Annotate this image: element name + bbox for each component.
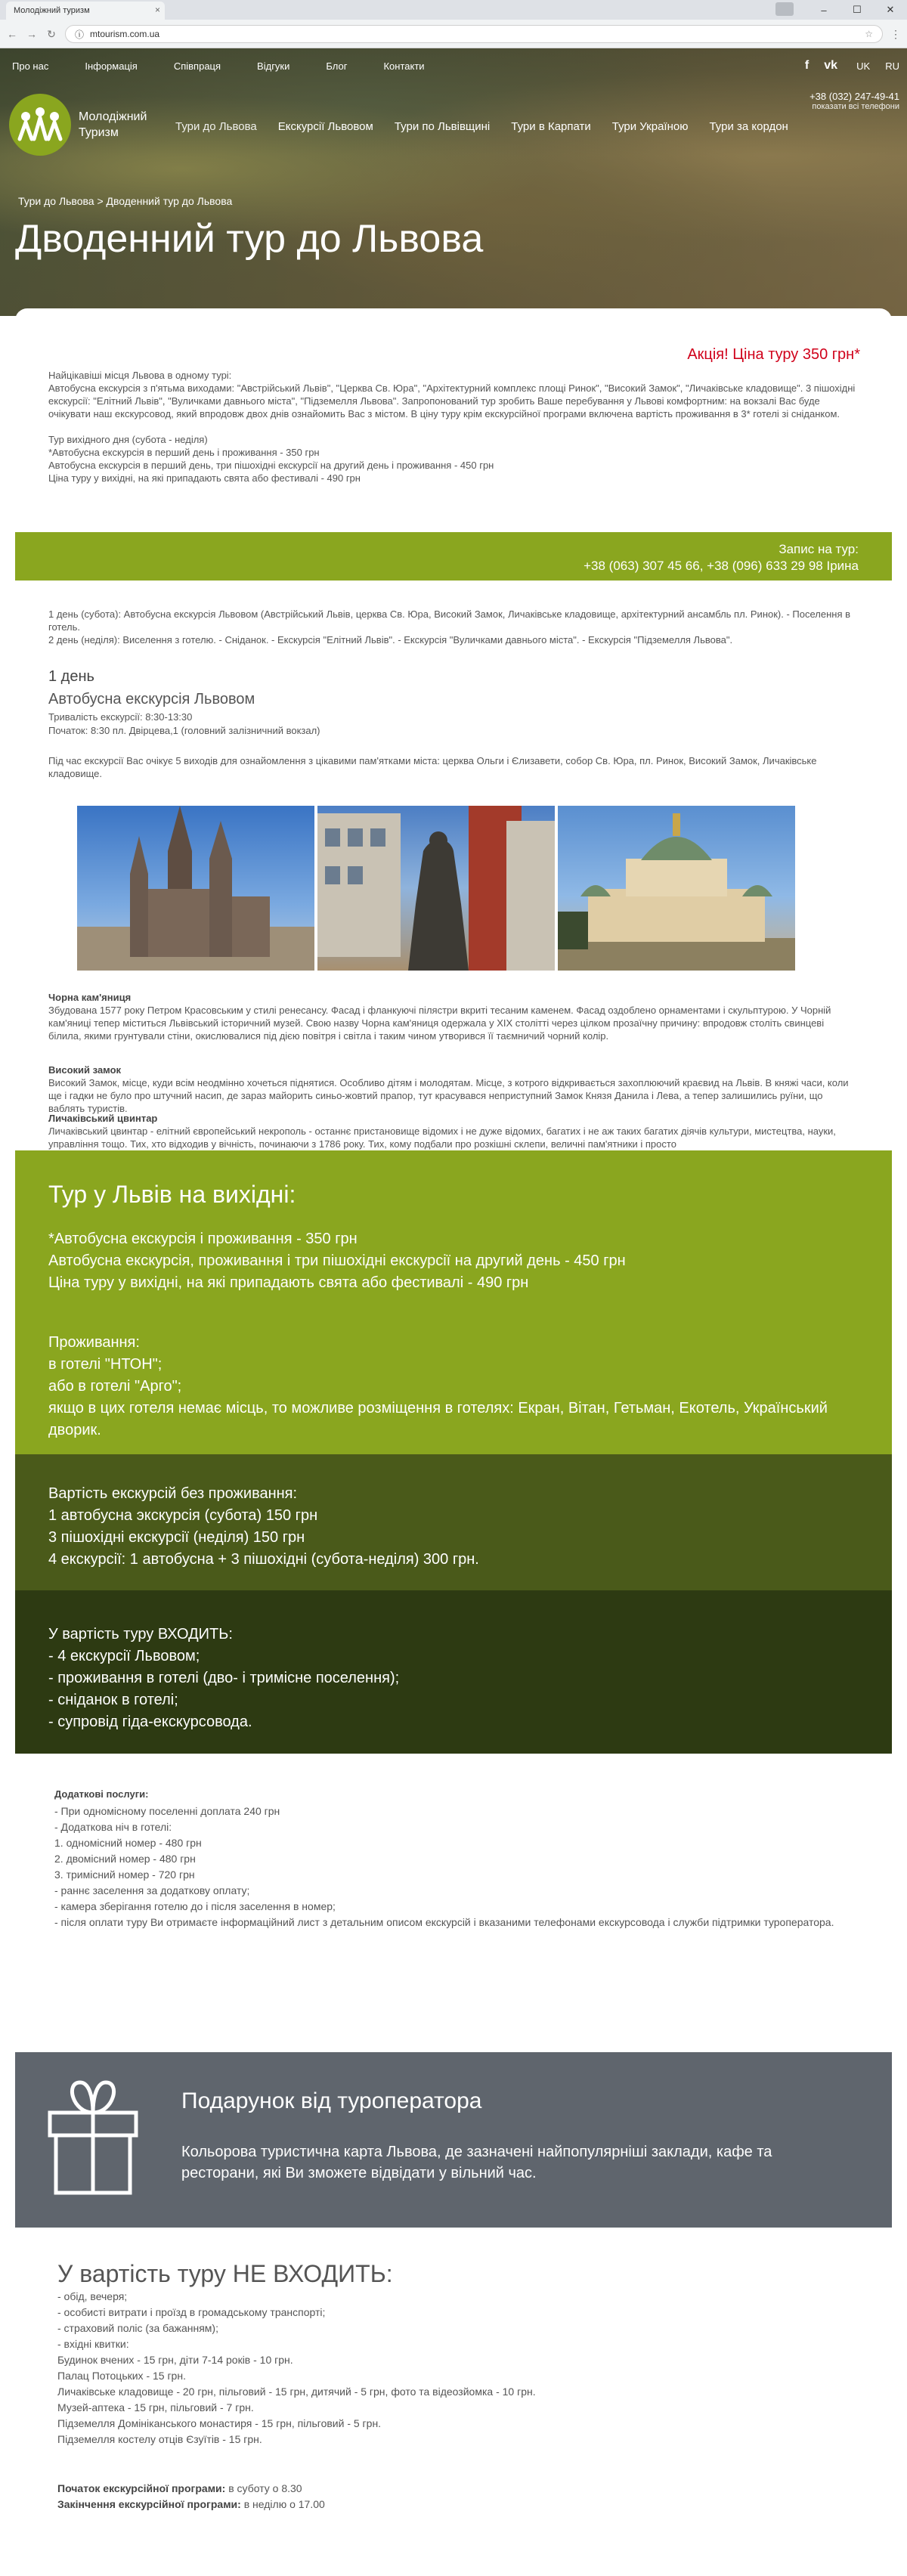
program-times	[57, 2481, 325, 2513]
intro-line: Тур вихідного дня (субота - неділя)	[48, 434, 208, 445]
site-logo[interactable]	[9, 94, 147, 156]
weekend-title: Тур у Львів на вихідні:	[48, 1181, 296, 1208]
top-link-cooperation[interactable]: Співпраця	[173, 60, 221, 72]
lodging-line: або в готелі "Арго";	[48, 1378, 182, 1395]
lodging-line: якщо в цих готеля немає місць, то можливе розміщення в готелях: Екран, Вітан, Гетьман, Екотель, Український дворик.	[48, 1400, 828, 1438]
photo-monument[interactable]	[317, 806, 555, 971]
gift-title: Подарунок від туроператора	[181, 2088, 482, 2113]
intro-text	[48, 369, 857, 485]
minimize-icon[interactable]: –	[821, 4, 827, 16]
language-switcher	[856, 60, 899, 72]
weekend-block	[15, 1150, 892, 1454]
photo-gallery	[77, 806, 795, 971]
bookmark-star-icon[interactable]: ☆	[865, 29, 873, 39]
nav-tours-region[interactable]: Тури по Львівщині	[394, 120, 491, 133]
nav-tours-carpathians[interactable]: Тури в Карпати	[511, 120, 591, 133]
price-line: 4 екскурсії: 1 автобусна + 3 пішохідні (субота-неділя) 300 грн.	[48, 1551, 479, 1568]
day-label: 1 день	[48, 668, 94, 685]
excluded-list	[57, 2289, 859, 2448]
included-block	[15, 1590, 892, 1754]
program-start	[57, 2481, 325, 2497]
close-tab-icon[interactable]: ×	[154, 5, 160, 15]
top-link-reviews[interactable]: Відгуки	[257, 60, 290, 72]
top-link-contacts[interactable]: Контакти	[383, 60, 425, 72]
intro-line: Ціна туру у вихідні, на які припадають свята або фестивалі - 490 грн	[48, 472, 361, 484]
window-controls	[807, 0, 907, 20]
url-text: mtourism.com.ua	[90, 29, 160, 39]
nav-tours-abroad[interactable]: Тури за кордон	[709, 120, 788, 133]
nav-tours-lviv[interactable]: Тури до Львова	[175, 120, 257, 133]
price-line: 3 пішохідні екскурсії (неділя) 150 грн	[48, 1529, 305, 1546]
booking-label: Запис на тур:	[779, 542, 859, 556]
start-point: Початок: 8:30 пл. Двірцева,1 (головний залізничний вокзал)	[48, 725, 320, 736]
included-line: У вартість туру ВХОДИТЬ:	[48, 1626, 233, 1643]
logo-text	[79, 109, 147, 141]
main-nav	[175, 120, 788, 138]
promo-price: Акція! Ціна туру 350 грн*	[687, 346, 860, 363]
social-links	[805, 59, 837, 73]
excluded-line: - вхідні квитки:	[57, 2338, 129, 2350]
close-window-icon[interactable]: ✕	[886, 4, 895, 15]
excluded-line: Музей-аптека - 15 грн, пільговий - 7 грн.	[57, 2401, 254, 2413]
page-title: Дводенний тур до Львова	[15, 217, 484, 261]
nav-tours-ukraine[interactable]: Тури Україною	[611, 120, 689, 133]
weekend-line: Ціна туру у вихідні, на які припадають свята або фестивалі - 490 грн	[48, 1274, 529, 1291]
forward-icon[interactable]: →	[26, 28, 37, 40]
program-end-value: в неділю о 17.00	[243, 2498, 325, 2510]
price-line: 1 автобусна экскурсія (субота) 150 грн	[48, 1507, 318, 1524]
info-icon[interactable]: ⓘ	[75, 29, 85, 40]
section-text: Личаківський цвинтар - елітний європейський некрополь - останнє пристановище відомих і не дуже відомих, багатих і не аж таких багатих діячів культури, мистецтва, науки, управління тощо. Тих, хто відходив у вічність, починаючи з 1786 року. Тих, кому подбали про розкішні склепи, величні пам'ятники і просто	[48, 1125, 836, 1150]
extra-line: - Додаткова ніч в готелі:	[54, 1821, 172, 1833]
intro-line: Автобусна екскурсія в перший день, три пішохідні екскурсії на другий день і проживання - 450 грн	[48, 460, 494, 471]
included-line: - 4 екскурсії Львовом;	[48, 1648, 200, 1664]
top-link-blog[interactable]: Блог	[326, 60, 348, 72]
top-nav	[0, 48, 907, 83]
photo-church[interactable]	[77, 806, 314, 971]
included-line: - проживання в готелі (дво- і тримісне поселення);	[48, 1670, 400, 1686]
excluded-line: - страховий поліс (за бажанням);	[57, 2322, 218, 2334]
price-line: Вартість екскурсій без проживання:	[48, 1485, 298, 1502]
hero-header	[0, 48, 907, 316]
content-card	[15, 308, 892, 2565]
excluded-title: У вартість туру НЕ ВХОДИТЬ:	[57, 2260, 393, 2287]
browser-tab[interactable]	[6, 2, 165, 20]
prices-block	[15, 1454, 892, 1590]
excluded-line: Палац Потоцьких - 15 грн.	[57, 2370, 186, 2382]
excluded-line: Підземелля Домініканського монастиря - 15 грн, пільговий - 5 грн.	[57, 2417, 382, 2429]
top-link-about[interactable]: Про нас	[12, 60, 49, 72]
duration: Тривалість екскурсії: 8:30-13:30	[48, 711, 193, 723]
excluded-line: - особисті витрати і проїзд в громадському транспорті;	[57, 2306, 326, 2318]
section-title: Чорна кам'яниця	[48, 992, 132, 1003]
bus-description: Під час екскурсії Вас очікує 5 виходів для ознайомлення з цікавими пам'ятками міста: церква Ольги і Єлизавети, собор Св. Юра, пл. Ринок, Високий Замок, Личаківське кладовище.	[48, 755, 817, 779]
lodging-line: Проживання:	[48, 1334, 140, 1351]
lang-uk[interactable]: UK	[856, 60, 871, 72]
lang-ru[interactable]: RU	[885, 60, 899, 72]
intro-spacer	[48, 420, 857, 433]
section-title: Личаківський цвинтар	[48, 1113, 158, 1124]
section-title: Високий замок	[48, 1064, 122, 1076]
top-link-info[interactable]: Інформація	[85, 60, 138, 72]
extra-line: - камера зберігання готелю до і після заселення в номер;	[54, 1900, 336, 1912]
excluded-line: - обід, вечеря;	[57, 2290, 128, 2302]
included-line: - сніданок в готелі;	[48, 1692, 178, 1708]
schedule-day-1: 1 день (субота): Автобусна екскурсія Львовом (Австрійський Львів, церква Св. Юра, Високий Замок, Личаківське кладовище, архітектурний ансамбль пл. Ринок). - Поселення в готель.	[48, 608, 851, 633]
back-icon[interactable]: ←	[7, 28, 17, 40]
maximize-icon[interactable]: ☐	[853, 4, 862, 15]
show-all-phones-link[interactable]: показати всі телефони	[812, 102, 899, 111]
extra-line: 3. тримісний номер - 720 грн	[54, 1869, 195, 1881]
photo-cathedral[interactable]	[558, 806, 795, 971]
gift-block	[15, 2052, 892, 2228]
program-end	[57, 2497, 325, 2513]
logo-line-2: Туризм	[79, 126, 119, 139]
browser-menu-icon[interactable]: ⋮	[890, 27, 901, 40]
extra-line: 2. двомісний номер - 480 грн	[54, 1853, 196, 1865]
excluded-line: Будинок вчених - 15 грн, діти 7-14 років - 10 грн.	[57, 2354, 293, 2366]
intro-line: *Автобусна екскурсія в перший день і проживання - 350 грн	[48, 447, 320, 458]
extra-line: - При одномісному поселенні доплата 240 грн	[54, 1805, 280, 1817]
extra-line: 1. одномісний номер - 480 грн	[54, 1837, 202, 1849]
section-text: Збудована 1577 року Петром Красовським у стилі ренесансу. Фасад і фланкуючі пілястри вкриті тесаним каменем. Фасад оздоблено орнаментами і скульптурою. У Чорній кам'яниці тепер міститься Львівський історичний музей. Свою назву Чорна кам'яниця одержала у XIX столітті через цілком прозаїчну причину: впродовж століть свинцеві білила, якими грунтували стіни, окислювалися під дією повітря і світла і таким чином утворився її таємничий чорний колір.	[48, 1005, 831, 1042]
schedule	[48, 608, 865, 646]
gift-text: Кольорова туристична карта Львова, де зазначені найпопулярніші заклади, кафе та ресторани, які Ви зможете відвідати у вільний час.	[181, 2144, 772, 2181]
excluded-line: Личаківське кладовище - 20 грн, пільговий - 15 грн, дитячий - 5 грн, фото та відеозйомка - 10 грн.	[57, 2386, 536, 2398]
booking-phones[interactable]: +38 (063) 307 45 66, +38 (096) 633 29 98 Ірина	[584, 559, 859, 573]
booking-band	[15, 532, 892, 581]
logo-icon	[9, 94, 71, 156]
phone-number[interactable]: +38 (032) 247-49-41	[809, 91, 899, 102]
schedule-day-2: 2 день (неділя): Виселення з готелю. - Сніданок. - Екскурсія "Елітний Львів". - Екскурсія "Вуличками давнього міста". - Екскурсія "Підземелля Львова".	[48, 634, 733, 646]
day-title: Автобусна екскурсія Львовом	[48, 691, 255, 707]
logo-line-1: Молодіжний	[79, 110, 147, 123]
program-start-value: в суботу о 8.30	[228, 2482, 302, 2494]
section-text: Високий Замок, місце, куди всім неодмінно хочеться піднятися. Особливо дітям і молодятам. Місце, з котрого відкривається захоплюючий краєвид на Львів. В княжі часи, коли ще і гадки не було про штучний насип, де зараз майорить синьо-жовтий прапор, тут красувався неприступний Замок Князя Данила і Лева, а тепер залишились руїни, що ваблять туристів.	[48, 1077, 849, 1114]
program-end-label: Закінчення екскурсійної програми:	[57, 2498, 241, 2510]
tab-bar	[0, 0, 907, 20]
extra-line: - після оплати туру Ви отримаєте інформаційний лист з детальним описом екскурсій і вказаними телефонами екскурсовода і служби підтримки туроператора.	[54, 1916, 834, 1928]
header-phone	[809, 91, 899, 111]
included-line: - супровід гіда-екскурсовода.	[48, 1714, 252, 1730]
extra-list	[54, 1804, 856, 1930]
extra-title: Додаткові послуги:	[54, 1788, 149, 1800]
vk-icon[interactable]: vk	[824, 59, 837, 72]
tab-title: Молодіжний туризм	[14, 6, 90, 15]
profile-icon[interactable]	[775, 2, 794, 16]
address-bar	[0, 23, 907, 45]
intro-line: Автобусна екскурсія з п'ятьма виходами: "Австрійський Львів", "Церква Св. Юра", "Архітектурний комплекс площі Ринок", "Високий Замок", "Личаківське кладовище". 3 пішохідні екскурсії: "Елітний Львів", "Вуличками давнього міста", "Підземелля Львова". Запропонований тур зробить Ваше перебування у Львові комфортним: на вокзалі Вас буде очікувати наш екскурсовод, який впродовж двох днів ознайомить Вас з містом. В ціну туру крім екскурсійної програми включена вартість проживання в 3* готелі зі сніданком.	[48, 382, 856, 420]
lodging-line: в готелі "НТОН";	[48, 1356, 163, 1373]
nav-excursions-lviv[interactable]: Екскурсії Львовом	[277, 120, 373, 133]
intro-line: Найцікавіші місця Львова в одному турі:	[48, 370, 232, 381]
breadcrumb[interactable]: Тури до Львова > Дводенний тур до Львова	[18, 195, 233, 207]
reload-icon[interactable]: ↻	[47, 27, 56, 40]
gift-icon	[42, 2075, 144, 2196]
weekend-line: *Автобусна екскурсія і проживання - 350 грн	[48, 1231, 358, 1247]
url-input[interactable]	[65, 25, 883, 43]
weekend-line: Автобусна екскурсія, проживання і три пішохідні екскурсії на другий день - 450 грн	[48, 1252, 626, 1269]
extra-line: - раннє заселення за додаткову оплату;	[54, 1884, 250, 1896]
browser-chrome	[0, 0, 907, 48]
program-start-label: Початок екскурсійної програми:	[57, 2482, 226, 2494]
facebook-icon[interactable]: f	[804, 59, 809, 72]
excluded-line: Підземелля костелу отців Єзуїтів - 15 грн.	[57, 2433, 262, 2445]
